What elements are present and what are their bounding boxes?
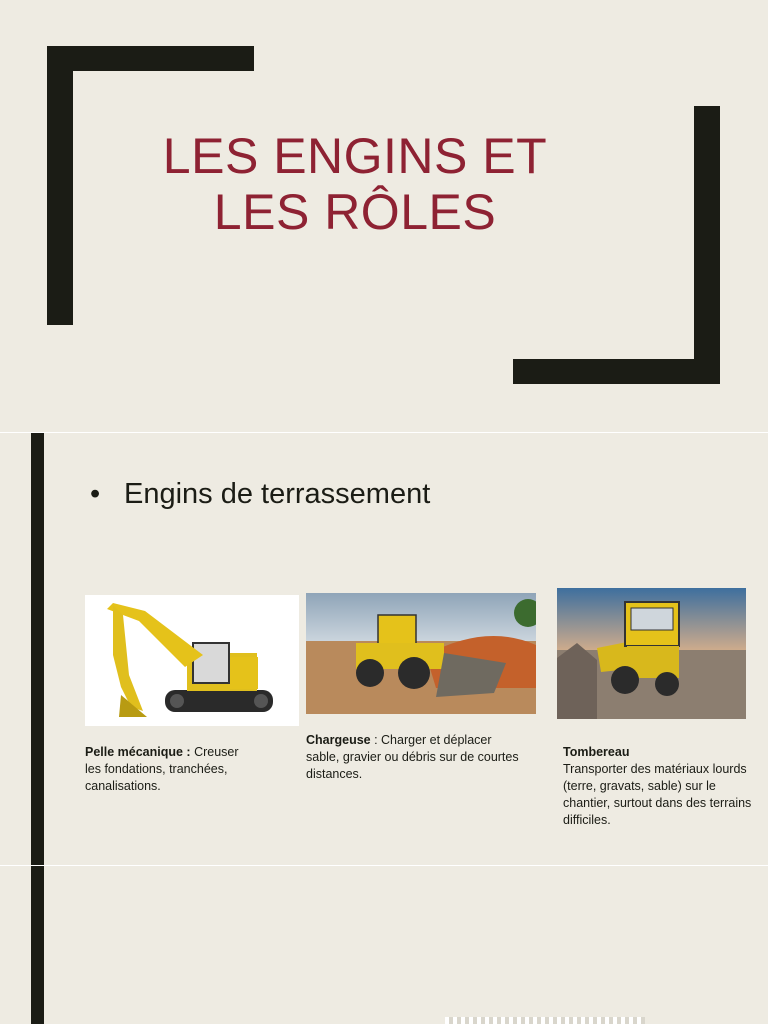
bullet-item [90,478,430,511]
bullet-text: Engins de terrassement [124,478,431,510]
frame-bottom-right-vertical [694,106,720,384]
frame-bottom-right-horizontal [513,359,720,384]
title-line-2: LES RÔLES [213,184,497,240]
title-slide [0,0,768,432]
loader-caption [306,732,521,783]
content-slide [0,433,768,865]
excavator-caption [85,744,255,795]
dumper-name: Tombereau [563,745,630,759]
slide-title [140,128,570,240]
frame-top-left-horizontal [47,46,254,71]
excavator-desc: Creuser les fondations, tranchées, canalisations. [85,745,239,793]
dumper-desc: Transporter des matériaux lourds (terre, gravats, sable) sur le chantier, surtout dans des terrains difficiles. [563,762,752,827]
dumper-image [557,588,746,719]
next-slide [0,866,768,1024]
loader-desc: : Charger et déplacer sable, gravier ou débris sur de courtes distances. [306,733,519,781]
loader-image [306,593,536,714]
left-accent-bar [31,433,44,865]
bullet-dot-icon: • [90,478,101,510]
excavator-image [85,595,299,726]
loader-name: Chargeuse [306,733,371,747]
excavator-name: Pelle mécanique : [85,745,191,759]
frame-top-left-vertical [47,46,73,325]
dumper-caption [563,744,763,829]
partial-image-strip [445,1017,645,1024]
left-accent-bar-2 [31,866,44,1024]
title-line-1: LES ENGINS ET [162,128,548,184]
